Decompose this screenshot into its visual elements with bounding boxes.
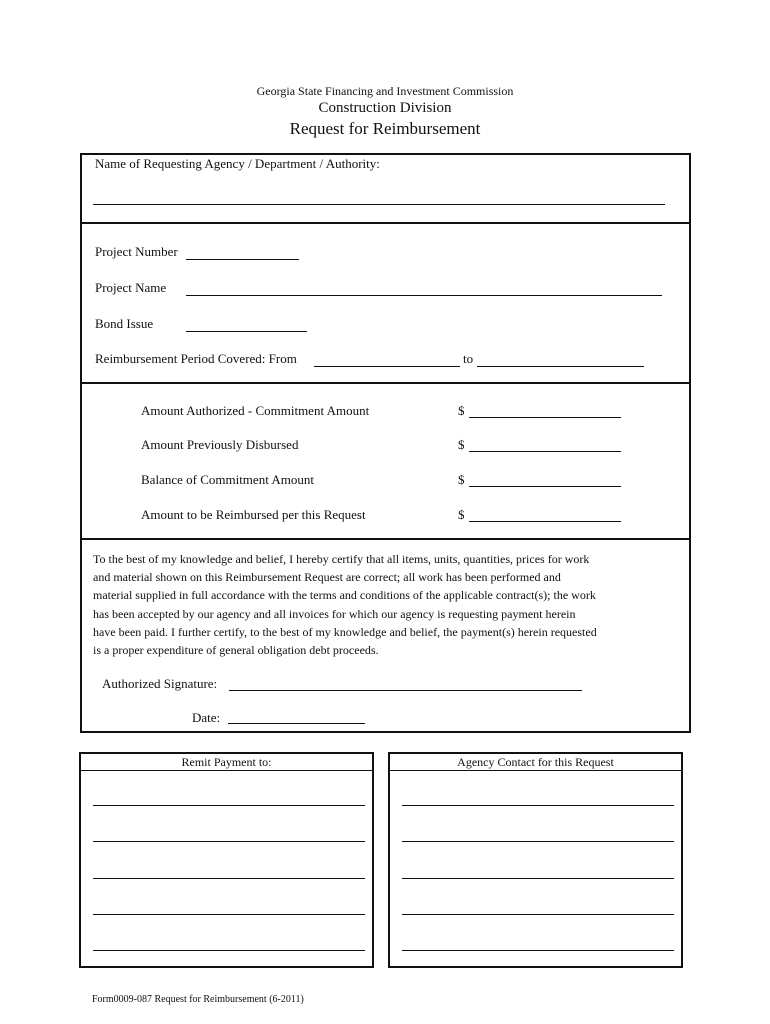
amount-field-request[interactable] — [469, 521, 621, 522]
amount-label: Amount Authorized - Commitment Amount — [141, 403, 370, 418]
certification-line: To the best of my knowledge and belief, I hereby certify that all items, units, quantities, prices for work — [93, 552, 590, 566]
remit-line[interactable] — [93, 914, 365, 915]
certification-text — [93, 550, 685, 659]
remit-line[interactable] — [93, 950, 365, 951]
certification-line: and material shown on this Reimbursement Request are correct; all work has been performed and — [93, 570, 561, 585]
contact-line[interactable] — [402, 841, 674, 842]
amount-field-authorized[interactable] — [469, 417, 621, 418]
division-name: Construction Division — [318, 100, 452, 116]
remit-payment-title: Remit Payment to: — [81, 754, 372, 771]
remit-line[interactable] — [93, 805, 365, 806]
project-number-label: Project Number — [95, 244, 178, 259]
project-number-field[interactable] — [186, 259, 299, 260]
signature-label: Authorized Signature: — [102, 676, 218, 691]
bond-issue-field[interactable] — [186, 331, 307, 332]
agency-name-field[interactable] — [93, 204, 665, 205]
period-to-field[interactable] — [477, 366, 644, 367]
currency-symbol: $ — [458, 403, 465, 418]
form-id-footer: Form0009-087 Request for Reimbursement (6-2011) — [92, 994, 304, 1005]
certification-line: is a proper expenditure of general obligation debt proceeds. — [93, 643, 379, 658]
agency-contact-title: Agency Contact for this Request — [390, 754, 681, 771]
date-label: Date: — [192, 710, 221, 725]
certification-line: has been accepted by our agency and all invoices for which our agency is requesting payment herein — [93, 606, 576, 621]
amount-label: Balance of Commitment Amount — [141, 472, 314, 487]
org-name: Georgia State Financing and Investment Commission — [256, 84, 514, 98]
remit-line[interactable] — [93, 841, 365, 842]
contact-line[interactable] — [402, 950, 674, 951]
amount-field-balance[interactable] — [469, 486, 621, 487]
form-title: Request for Reimbursement — [289, 119, 481, 138]
bond-issue-label: Bond Issue — [95, 316, 154, 331]
date-field[interactable] — [228, 723, 365, 724]
agency-contact-box — [388, 752, 683, 968]
remit-line[interactable] — [93, 878, 365, 879]
currency-symbol: $ — [458, 472, 465, 487]
currency-symbol: $ — [458, 507, 465, 522]
period-from-label: Reimbursement Period Covered: From — [95, 351, 297, 366]
currency-symbol: $ — [458, 437, 465, 452]
certification-line: material supplied in full accordance with the terms and conditions of the applicable contract(s); the work — [93, 588, 596, 603]
amount-field-disbursed[interactable] — [469, 451, 621, 452]
remit-payment-box — [79, 752, 374, 968]
amount-label: Amount Previously Disbursed — [141, 437, 299, 452]
contact-line[interactable] — [402, 805, 674, 806]
certification-line: have been paid. I further certify, to the best of my knowledge and belief, the payment(s) herein requested — [93, 624, 597, 639]
period-to-label: to — [463, 351, 474, 366]
project-name-label: Project Name — [95, 280, 167, 295]
contact-line[interactable] — [402, 878, 674, 879]
period-from-field[interactable] — [314, 366, 460, 367]
project-name-field[interactable] — [186, 295, 662, 296]
amount-label: Amount to be Reimbursed per this Request — [141, 507, 366, 522]
signature-field[interactable] — [229, 690, 582, 691]
contact-line[interactable] — [402, 914, 674, 915]
agency-name-label: Name of Requesting Agency / Department / Authority: — [95, 156, 380, 171]
